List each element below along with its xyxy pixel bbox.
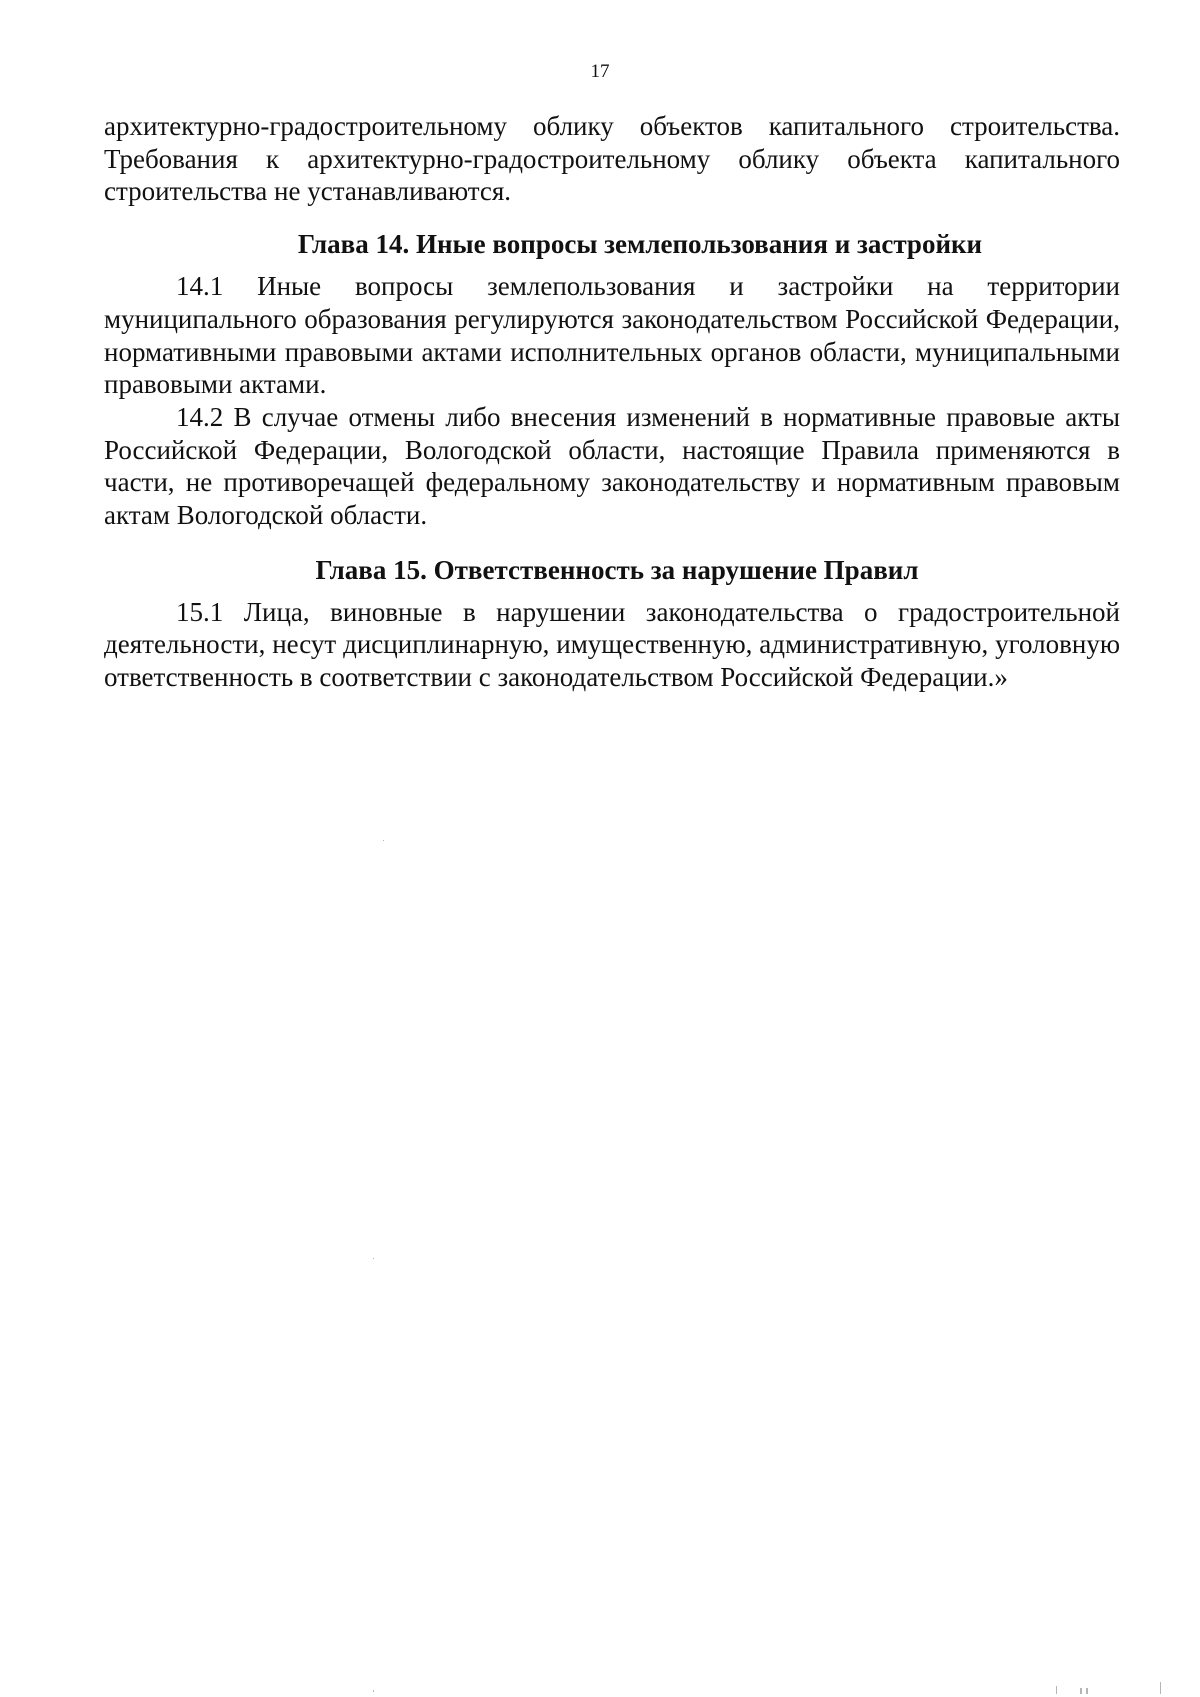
scan-speck <box>383 840 384 841</box>
scan-speck <box>1086 1688 1088 1694</box>
paragraph-14-2: 14.2 В случае отмены либо внесения изменений в нормативные правовые акты Российской Федерации, Вологодской области, настоящие Правила применяются в части, не противоречащей федеральному законодательству и нормативным правовым актам Вологодской области. <box>104 401 1120 531</box>
scan-speck <box>1056 1686 1057 1694</box>
document-body <box>104 110 1120 694</box>
paragraph-14-1: 14.1 Иные вопросы землепользования и застройки на территории муниципального образования регулируются законодательством Российской Федерации, нормативными правовыми актами исполнительных органов области, муниципальными правовыми актами. <box>104 271 1120 400</box>
paragraph-15-1: 15.1 Лица, виновные в нарушении законодательства о градостроительной деятельности, несут дисциплинарную, имущественную, административную, уголовную ответственность в соответствии с законодательством Российской Федерации.» <box>104 596 1120 693</box>
chapter-15-heading: Глава 15. Ответственность за нарушение Правил <box>315 554 919 585</box>
scan-speck <box>1160 1682 1161 1694</box>
scan-speck <box>373 1690 374 1692</box>
chapter-14-heading: Глава 14. Иные вопросы землепользования и застройки <box>297 229 983 260</box>
scan-speck <box>373 1258 374 1259</box>
intro-paragraph: архитектурно-градостроительному облику объектов капитального строительства. Требования к архитектурно-градостроительному облику объекта капитального строительства не устанавливаются. <box>104 111 1120 207</box>
page-number: 17 <box>590 61 610 82</box>
scan-speck <box>1080 1688 1082 1694</box>
